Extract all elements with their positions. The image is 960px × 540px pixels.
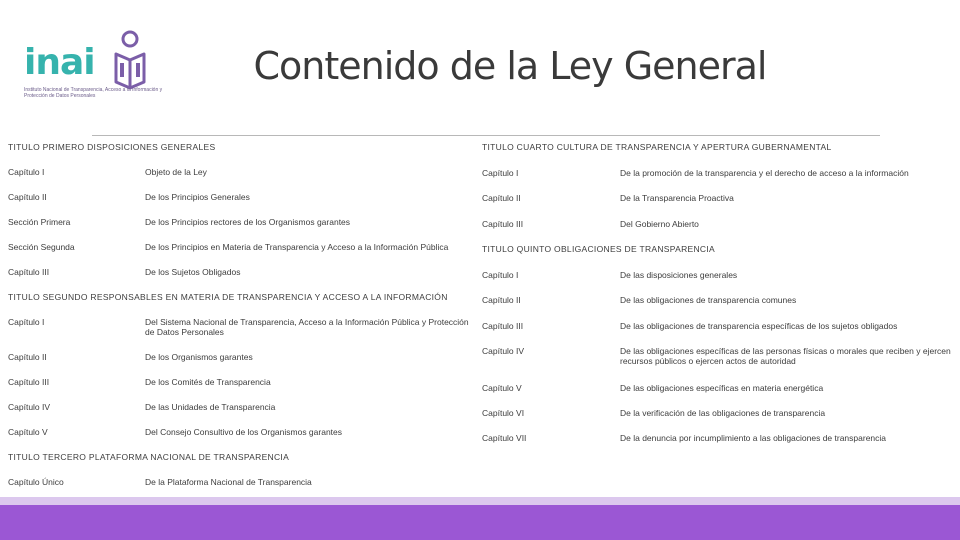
chapter-title: Del Consejo Consultivo de los Organismos garantes [145,427,343,437]
chapter-title: De la denuncia por incumplimiento a las obligaciones de transparencia [620,433,887,443]
chapter-row [8,427,470,437]
footer-strip [0,497,960,505]
chapter-number: Capítulo I [8,317,45,327]
chapter-number: Capítulo II [482,295,521,305]
page-title: Contenido de la Ley General [253,44,767,88]
chapter-number: Capítulo I [482,270,519,280]
chapter-title: De las disposiciones generales [620,270,738,280]
chapter-row [8,217,470,227]
chapter-row [482,219,956,229]
chapter-row [8,242,470,252]
chapter-row [482,383,956,393]
chapter-title: De los Comités de Transparencia [145,377,271,387]
chapter-row [482,270,956,280]
chapter-number: Capítulo I [8,167,45,177]
chapter-row [8,317,470,337]
chapter-number: Capítulo III [482,219,524,229]
logo-subtitle: Instituto Nacional de Transparencia, Acceso a la Información y Protección de Datos Personales [24,87,163,99]
chapter-number: Capítulo II [482,193,521,203]
chapter-row [482,346,956,366]
inai-logo [22,30,162,106]
chapter-title: Objeto de la Ley [145,167,207,177]
chapter-number: Capítulo III [8,267,50,277]
section-heading: TITULO QUINTO OBLIGACIONES DE TRANSPARENCIA [482,244,715,254]
chapter-number: Capítulo VI [482,408,525,418]
chapter-row [482,408,956,418]
footer-bar [0,505,960,540]
chapter-number: Capítulo III [482,321,524,331]
chapter-number: Capítulo IV [8,402,51,412]
chapter-row [482,193,956,203]
chapter-title: De las Unidades de Transparencia [145,402,276,412]
chapter-number: Capítulo V [8,427,48,437]
chapter-title: Del Sistema Nacional de Transparencia, Acceso a la Información Pública y Protección de Datos Personales [145,317,469,337]
chapter-number: Capítulo IV [482,346,525,356]
chapter-row [482,321,956,331]
chapter-row [8,167,470,177]
chapter-number: Capítulo II [8,352,47,362]
chapter-title: De la Plataforma Nacional de Transparencia [145,477,312,487]
chapter-number: Capítulo I [482,168,519,178]
chapter-row [8,377,470,387]
chapter-number: Capítulo II [8,192,47,202]
chapter-row [8,267,470,277]
chapter-title: De los Principios en Materia de Transparencia y Acceso a la Información Pública [145,242,449,252]
logo-wordmark: inai [24,42,95,83]
chapter-row [8,477,470,487]
chapter-row [8,192,470,202]
section-heading: TITULO SEGUNDO RESPONSABLES EN MATERIA DE TRANSPARENCIA Y ACCESO A LA INFORMACIÓN [8,292,448,302]
chapter-row [482,433,956,443]
chapter-title: De la promoción de la transparencia y el derecho de acceso a la información [620,168,909,178]
chapter-title: De los Principios rectores de los Organismos garantes [145,217,351,227]
chapter-title: De la verificación de las obligaciones de transparencia [620,408,826,418]
chapter-title: Del Gobierno Abierto [620,219,699,229]
chapter-row [8,402,470,412]
chapter-title: De los Sujetos Obligados [145,267,241,277]
chapter-row [8,352,470,362]
chapter-number: Capítulo VII [482,433,527,443]
chapter-number: Capítulo Único [8,477,64,487]
chapter-title: De las obligaciones de transparencia comunes [620,295,797,305]
section-heading: TITULO PRIMERO DISPOSICIONES GENERALES [8,142,216,152]
chapter-title: De las obligaciones específicas de las personas físicas o morales que reciben y ejercen recursos públicos o ejercen actos de autoridad [620,346,951,366]
reader-book-icon [110,30,150,90]
header-divider [92,135,880,136]
chapter-title: De los Organismos garantes [145,352,253,362]
section-heading: TITULO TERCERO PLATAFORMA NACIONAL DE TRANSPARENCIA [8,452,290,462]
chapter-number: Capítulo III [8,377,50,387]
chapter-number: Sección Segunda [8,242,75,252]
chapter-row [482,168,956,178]
section-heading: TITULO CUARTO CULTURA DE TRANSPARENCIA Y APERTURA GUBERNAMENTAL [482,142,832,152]
chapter-number: Sección Primera [8,217,71,227]
chapter-row [482,295,956,305]
chapter-title: De las obligaciones específicas en materia energética [620,383,824,393]
chapter-title: De la Transparencia Proactiva [620,193,734,203]
chapter-title: De las obligaciones de transparencia específicas de los sujetos obligados [620,321,898,331]
chapter-number: Capítulo V [482,383,522,393]
chapter-title: De los Principios Generales [145,192,250,202]
